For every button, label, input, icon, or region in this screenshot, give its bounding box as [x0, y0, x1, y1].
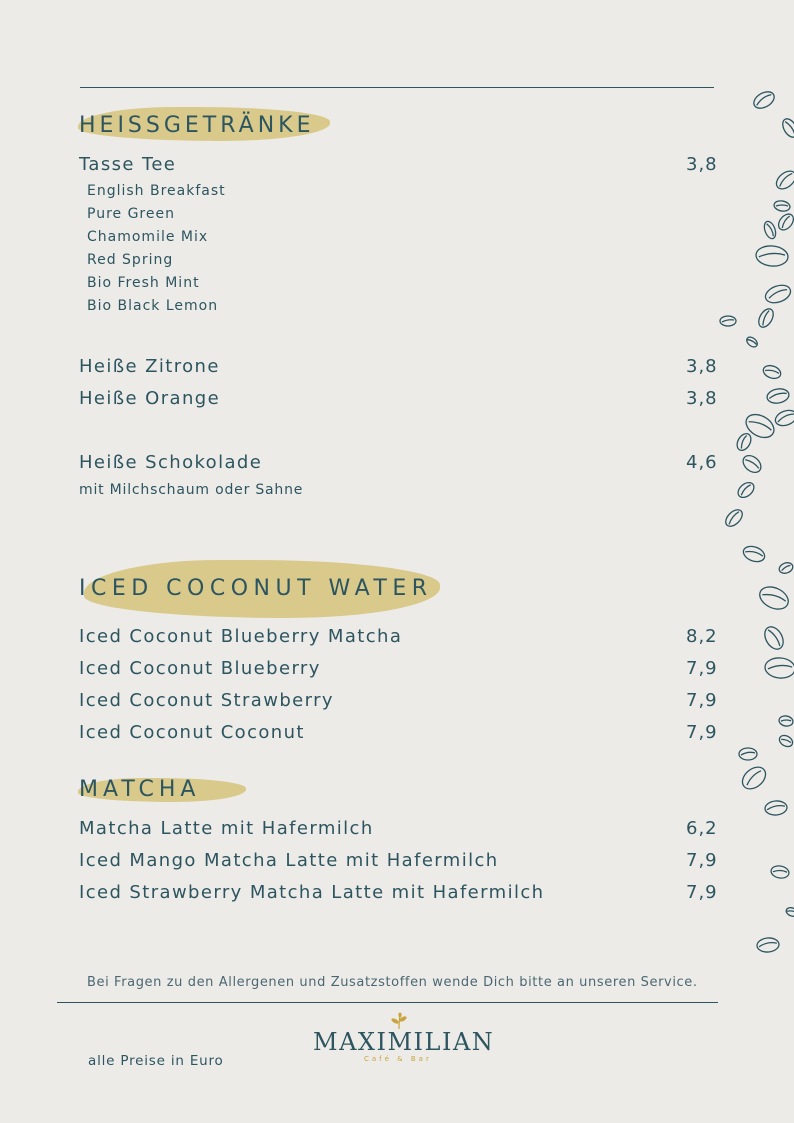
menu-item-price: 6,2: [686, 818, 718, 839]
menu-item-name: Iced Coconut Coconut: [79, 722, 305, 743]
tea-variety: Bio Fresh Mint: [87, 275, 200, 291]
menu-item-price: 7,9: [686, 850, 718, 871]
menu-item-name: Iced Strawberry Matcha Latte mit Hafermilch: [79, 882, 545, 903]
menu-item-name: Iced Coconut Blueberry: [79, 658, 321, 679]
menu-item-price: 8,2: [686, 626, 718, 647]
menu-item-price: 7,9: [686, 690, 718, 711]
menu-item-price: 4,6: [686, 452, 718, 473]
logo-tagline: Café & Bar: [364, 1055, 432, 1063]
coffee-beans-decoration-icon: [700, 80, 794, 1000]
menu-item-name: Tasse Tee: [79, 154, 177, 175]
top-divider: [80, 87, 714, 88]
menu-item-name: Iced Coconut Blueberry Matcha: [79, 626, 403, 647]
tea-variety: Pure Green: [87, 206, 175, 222]
menu-item-price: 3,8: [686, 388, 718, 409]
tea-variety: Bio Black Lemon: [87, 298, 219, 314]
footer-divider: [57, 1002, 718, 1003]
menu-item-name: Heiße Orange: [79, 388, 221, 409]
allergen-note: Bei Fragen zu den Allergenen und Zusatzstoffen wende Dich bitte an unseren Service.: [87, 975, 698, 990]
menu-item-price: 3,8: [686, 154, 718, 175]
menu-item-price: 3,8: [686, 356, 718, 377]
menu-item-note: mit Milchschaum oder Sahne: [79, 482, 304, 498]
menu-item-name: Iced Mango Matcha Latte mit Hafermilch: [79, 850, 499, 871]
tea-variety: Chamomile Mix: [87, 229, 209, 245]
tea-variety: Red Spring: [87, 252, 174, 268]
section-heading-iced-coconut-water: ICED COCONUT WATER: [79, 576, 433, 601]
currency-note: alle Preise in Euro: [88, 1053, 224, 1069]
tea-variety: English Breakfast: [87, 183, 226, 199]
menu-item-name: Heiße Zitrone: [79, 356, 220, 377]
section-heading-heissgetraenke: HEISSGETRÄNKE: [79, 113, 315, 138]
logo-wordmark: MAXIMILIAN: [313, 1028, 495, 1056]
menu-item-price: 7,9: [686, 882, 718, 903]
menu-item-price: 7,9: [686, 658, 718, 679]
section-heading-matcha: MATCHA: [79, 777, 201, 802]
menu-item-name: Heiße Schokolade: [79, 452, 263, 473]
menu-item-name: Matcha Latte mit Hafermilch: [79, 818, 374, 839]
menu-item-name: Iced Coconut Strawberry: [79, 690, 334, 711]
menu-item-price: 7,9: [686, 722, 718, 743]
